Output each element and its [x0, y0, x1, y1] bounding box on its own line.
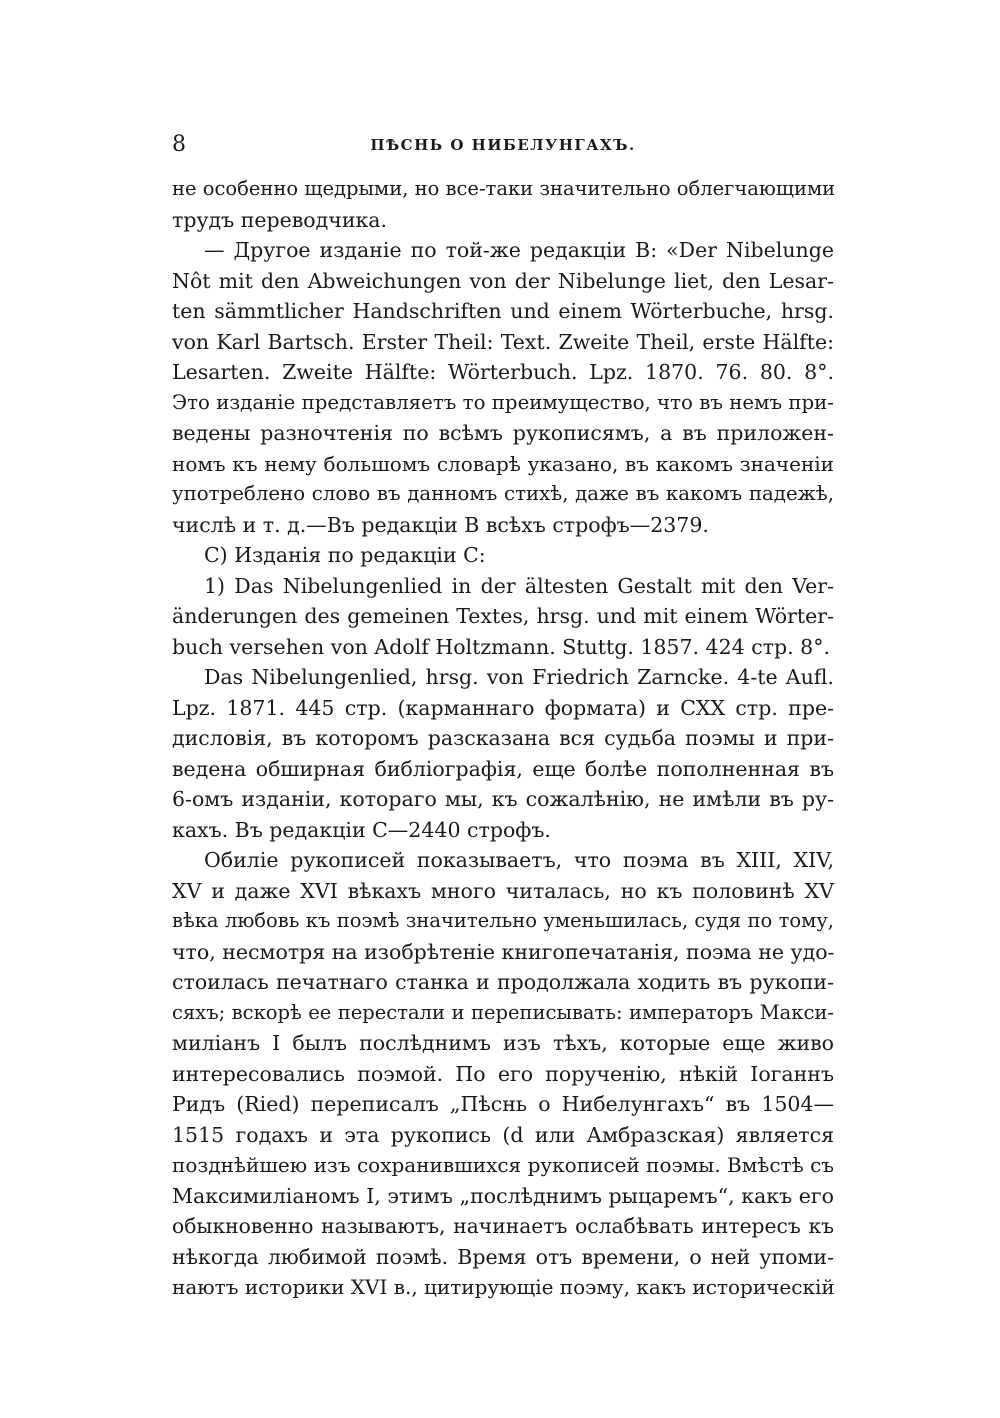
text-line: 6-омъ изданіи, котораго мы, къ сожалѣнію, не имѣли въ ру-	[172, 787, 834, 811]
text-line: обыкновенно называютъ, начинаетъ ослабѣвать интересъ къ	[172, 1214, 834, 1238]
text-line: änderungen des gemeinen Textes, hrsg. und mit einem Wörter-	[172, 604, 834, 628]
text-line: Это изданіе представляетъ то преимущество, что въ немъ при-	[172, 390, 834, 414]
text-line: нѣкогда любимой поэмѣ. Время отъ времени, о ней упоми-	[172, 1244, 834, 1269]
text-line: ведена обширная библіографія, еще болѣе пополненная въ	[172, 756, 834, 781]
text-line: buch versehen von Adolf Holtzmann. Stuttg. 1857. 424 стр. 8°.	[172, 634, 830, 659]
text-line: Максимиліаномъ I, этимъ „послѣднимъ рыцаремъ“, какъ его	[172, 1183, 834, 1208]
page-number: 8	[172, 132, 186, 157]
text-line: Ридъ (Ried) переписалъ „Пѣснь о Нибелунгахъ“ въ 1504—	[172, 1092, 834, 1116]
text-line: 1515 годахъ и эта рукопись (d или Амбразская) является	[172, 1122, 834, 1147]
text-line: стоилась печатнаго станка и продолжала ходить въ рукопи-	[172, 970, 834, 994]
text-line: ведены разночтенія по всѣмъ рукописямъ, а въ приложен-	[172, 421, 834, 445]
text-line: 1) Das Nibelungenlied in der ältesten Gestalt mit den Ver-	[204, 573, 834, 598]
text-line: C) Изданія по редакціи C:	[204, 543, 486, 567]
text-line: не особенно щедрыми, но все-таки значительно облегчающими	[172, 177, 836, 200]
text-line: употреблено слово въ данномъ стихѣ, даже въ какомъ падежѣ,	[172, 482, 834, 505]
text-line: интересовались поэмой. По его порученію, нѣкій Іоганнъ	[172, 1061, 834, 1086]
text-line: дисловія, въ которомъ разсказана вся судьба поэмы и при-	[172, 726, 834, 750]
running-title: ПѢСНЬ О НИБЕЛУНГАХЪ.	[370, 136, 636, 154]
text-line: номъ къ нему большомъ словарѣ указано, въ какомъ значеніи	[172, 451, 834, 476]
body-text	[172, 174, 834, 1303]
text-line: позднѣйшею изъ сохранившихся рукописей поэмы. Вмѣстѣ съ	[172, 1153, 834, 1177]
text-line: — Другое изданіе по той-же редакціи B: «Der Nibelunge	[204, 238, 834, 262]
text-line: ten sämmtlicher Handschriften und einem Wörterbuche, hrsg.	[172, 299, 834, 323]
text-line: Lesarten. Zweite Hälfte: Wörterbuch. Lpz. 1870. 76. 80. 8°.	[172, 360, 834, 384]
text-line: кахъ. Въ редакціи C—2440 строфъ.	[172, 817, 551, 842]
text-line: Nôt mit den Abweichungen von der Nibelunge liet, den Lesar-	[172, 268, 834, 293]
text-line: что, несмотря на изобрѣтеніе книгопечатанія, поэма не удо-	[172, 939, 835, 964]
text-line: наютъ историки XVI в., цитирующіе поэму, какъ историческій	[172, 1275, 835, 1299]
text-line: Обиліе рукописей показываетъ, что поэма въ XIII, XIV,	[204, 848, 834, 872]
text-line: миліанъ I былъ послѣднимъ изъ тѣхъ, которые еще живо	[172, 1031, 834, 1055]
text-line: Das Nibelungenlied, hrsg. von Friedrich Zarncke. 4-te Aufl.	[204, 665, 834, 689]
text-line: Lpz. 1871. 445 стр. (карманнаго формата) и CXX стр. пре-	[172, 695, 834, 720]
text-line: вѣка любовь къ поэмѣ значительно уменьшилась, судя по тому,	[172, 909, 834, 932]
text-line: сяхъ; вскорѣ ее перестали и переписывать: императоръ Макси-	[172, 1000, 834, 1024]
running-head	[172, 130, 834, 160]
text-line: XV и даже XVI вѣкахъ много читалась, но къ половинѣ XV	[172, 878, 834, 903]
text-line: числѣ и т. д.—Въ редакціи B всѣхъ строфъ—2379.	[172, 512, 709, 537]
text-line: von Karl Bartsch. Erster Theil: Text. Zweite Theil, erste Hälfte:	[172, 329, 834, 354]
text-line: трудъ переводчика.	[172, 207, 388, 232]
